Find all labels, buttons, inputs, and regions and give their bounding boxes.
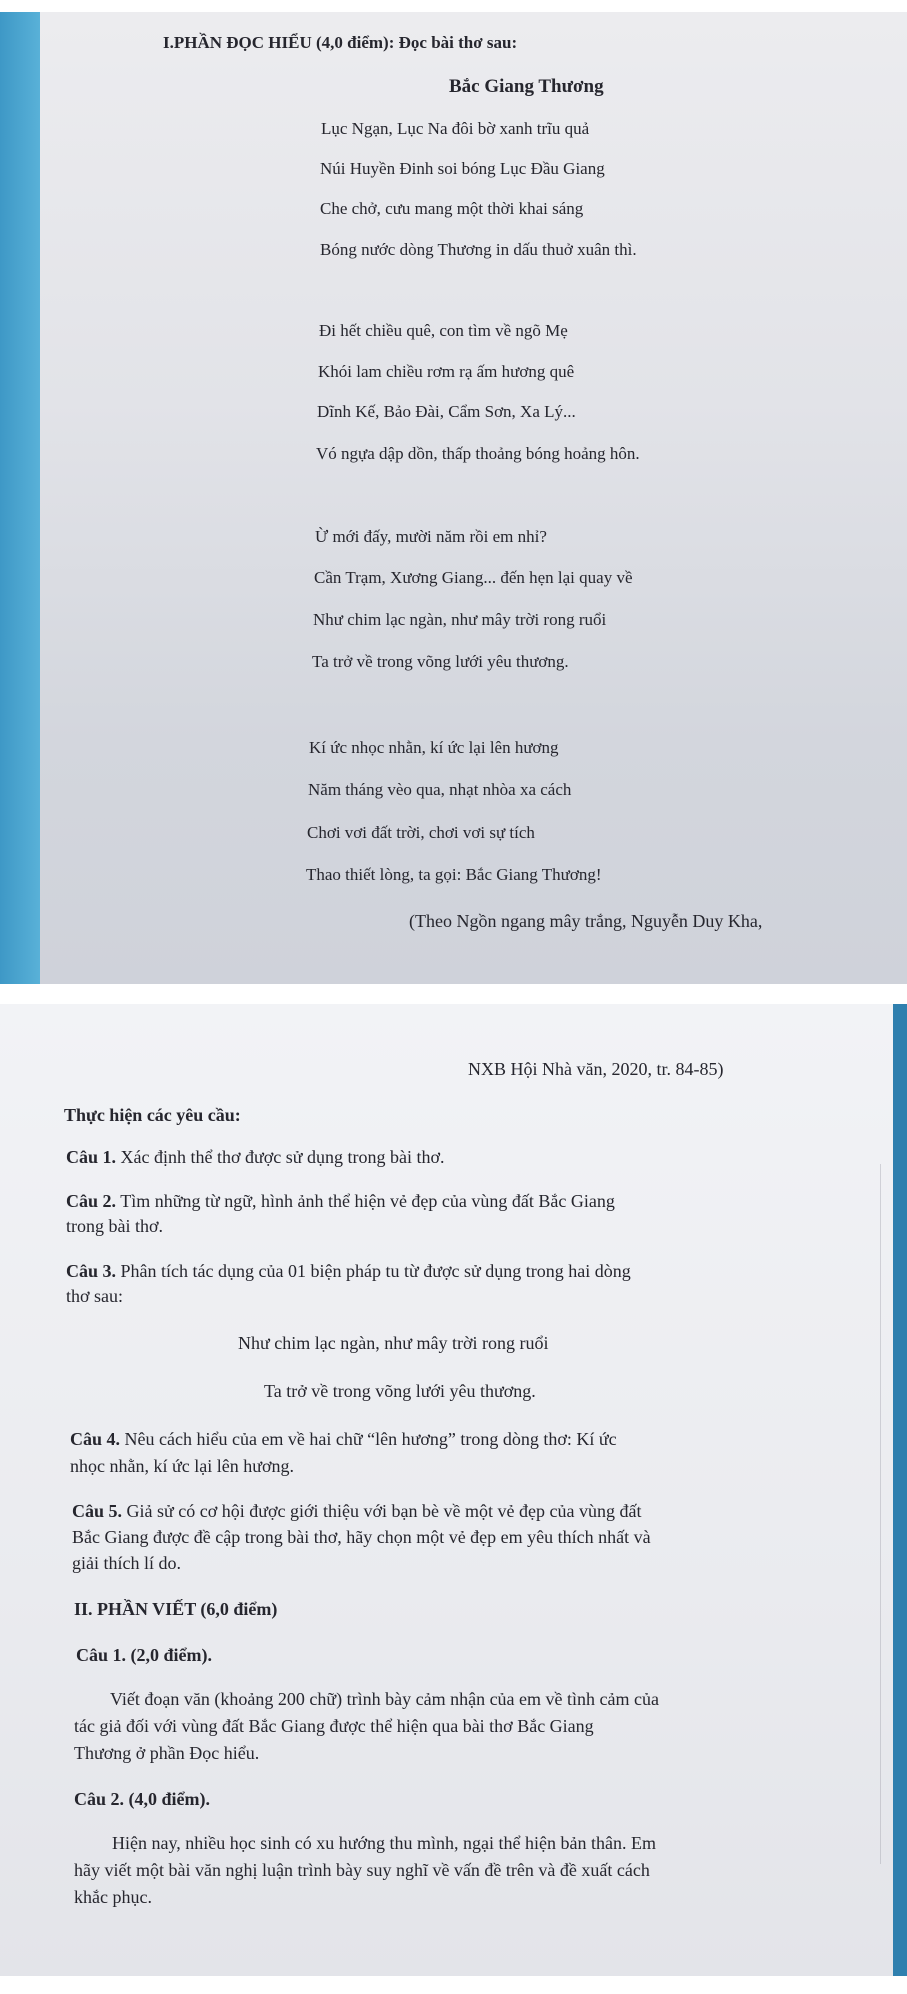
writing-question-1-label: Câu 1. (2,0 điểm). <box>76 1645 212 1665</box>
page-photo-bottom <box>0 1004 907 1994</box>
poem-line: Năm tháng vèo qua, nhạt nhòa xa cách <box>308 780 572 799</box>
question-3: Câu 3. Phân tích tác dụng của 01 biện pháp tu từ được sử dụng trong hai dòng <box>66 1261 631 1281</box>
reading-section-heading: I.PHẦN ĐỌC HIỂU (4,0 điểm): Đọc bài thơ sau: <box>163 33 518 52</box>
question-5: Câu 5. Giả sử có cơ hội được giới thiệu với bạn bè về một vẻ đẹp của vùng đất <box>72 1501 642 1521</box>
writing-question-2-text: khắc phục. <box>74 1887 152 1907</box>
question-3-cont: thơ sau: <box>66 1286 124 1306</box>
poem-line: Ừ mới đấy, mười năm rồi em nhỉ? <box>315 527 547 546</box>
poem-line: Che chở, cưu mang một thời khai sáng <box>320 199 584 218</box>
poem-line: Ta trở về trong võng lưới yêu thương. <box>312 652 569 671</box>
requirements-heading: Thực hiện các yêu cầu: <box>64 1105 241 1125</box>
question-1: Câu 1. Xác định thể thơ được sử dụng trong bài thơ. <box>66 1147 445 1167</box>
writing-question-2-label: Câu 2. (4,0 điểm). <box>74 1789 210 1809</box>
page-photo-top <box>0 0 907 990</box>
blue-surface <box>0 12 40 984</box>
question-4-cont: nhọc nhằn, kí ức lại lên hương. <box>70 1456 294 1476</box>
question-4: Câu 4. Nêu cách hiểu của em về hai chữ “lên hương” trong dòng thơ: Kí ức <box>70 1429 617 1449</box>
question-2-cont: trong bài thơ. <box>66 1216 164 1236</box>
quoted-poem-line: Ta trở về trong võng lưới yêu thương. <box>264 1381 536 1401</box>
blue-surface <box>893 1004 907 1976</box>
writing-question-1-text: Viết đoạn văn (khoảng 200 chữ) trình bày cảm nhận của em về tình cảm của <box>110 1689 659 1709</box>
poem-line: Bóng nước dòng Thương in dấu thuở xuân thì. <box>320 240 637 259</box>
poem-title: Bắc Giang Thương <box>449 76 604 97</box>
writing-section-heading: II. PHẦN VIẾT (6,0 điểm) <box>74 1599 278 1619</box>
poem-source-publisher: NXB Hội Nhà văn, 2020, tr. 84-85) <box>468 1059 724 1079</box>
poem-source: (Theo Ngồn ngang mây trắng, Nguyễn Duy Kha, <box>409 911 763 931</box>
poem-line: Núi Huyền Đinh soi bóng Lục Đầu Giang <box>320 159 605 178</box>
poem-line: Thao thiết lòng, ta gọi: Bắc Giang Thương! <box>306 865 602 884</box>
poem-line: Khói lam chiều rơm rạ ấm hương quê <box>318 362 575 381</box>
writing-question-2-text: hãy viết một bài văn nghị luận trình bày suy nghĩ về vấn đề trên và đề xuất cách <box>74 1860 650 1880</box>
question-5-cont: giải thích lí do. <box>72 1553 181 1573</box>
writing-question-1-text: Thương ở phần Đọc hiểu. <box>74 1743 260 1763</box>
poem-line: Cần Trạm, Xương Giang... đến hẹn lại quay về <box>314 568 633 587</box>
writing-question-1-text: tác giả đối với vùng đất Bắc Giang được thể hiện qua bài thơ Bắc Giang <box>74 1716 594 1736</box>
poem-line: Chơi vơi đất trời, chơi vơi sự tích <box>307 823 535 842</box>
poem-line: Lục Ngạn, Lục Na đôi bờ xanh trĩu quả <box>321 119 590 138</box>
poem-line: Vó ngựa dập dồn, thấp thoảng bóng hoảng hôn. <box>316 444 640 463</box>
poem-line: Đi hết chiều quê, con tìm về ngõ Mẹ <box>319 321 568 340</box>
poem-line: Dĩnh Kế, Bảo Đài, Cẩm Sơn, Xa Lý... <box>317 402 576 421</box>
writing-question-2-text: Hiện nay, nhiều học sinh có xu hướng thu mình, ngại thể hiện bản thân. Em <box>112 1833 657 1853</box>
question-2: Câu 2. Tìm những từ ngữ, hình ảnh thể hiện vẻ đẹp của vùng đất Bắc Giang <box>66 1191 615 1211</box>
question-5-cont: Bắc Giang được đề cập trong bài thơ, hãy chọn một vẻ đẹp em yêu thích nhất và <box>72 1527 651 1547</box>
poem-line: Như chim lạc ngàn, như mây trời rong ruổi <box>313 610 607 629</box>
poem-line: Kí ức nhọc nhằn, kí ức lại lên hương <box>309 738 559 757</box>
quoted-poem-line: Như chim lạc ngàn, như mây trời rong ruổi <box>238 1333 549 1353</box>
